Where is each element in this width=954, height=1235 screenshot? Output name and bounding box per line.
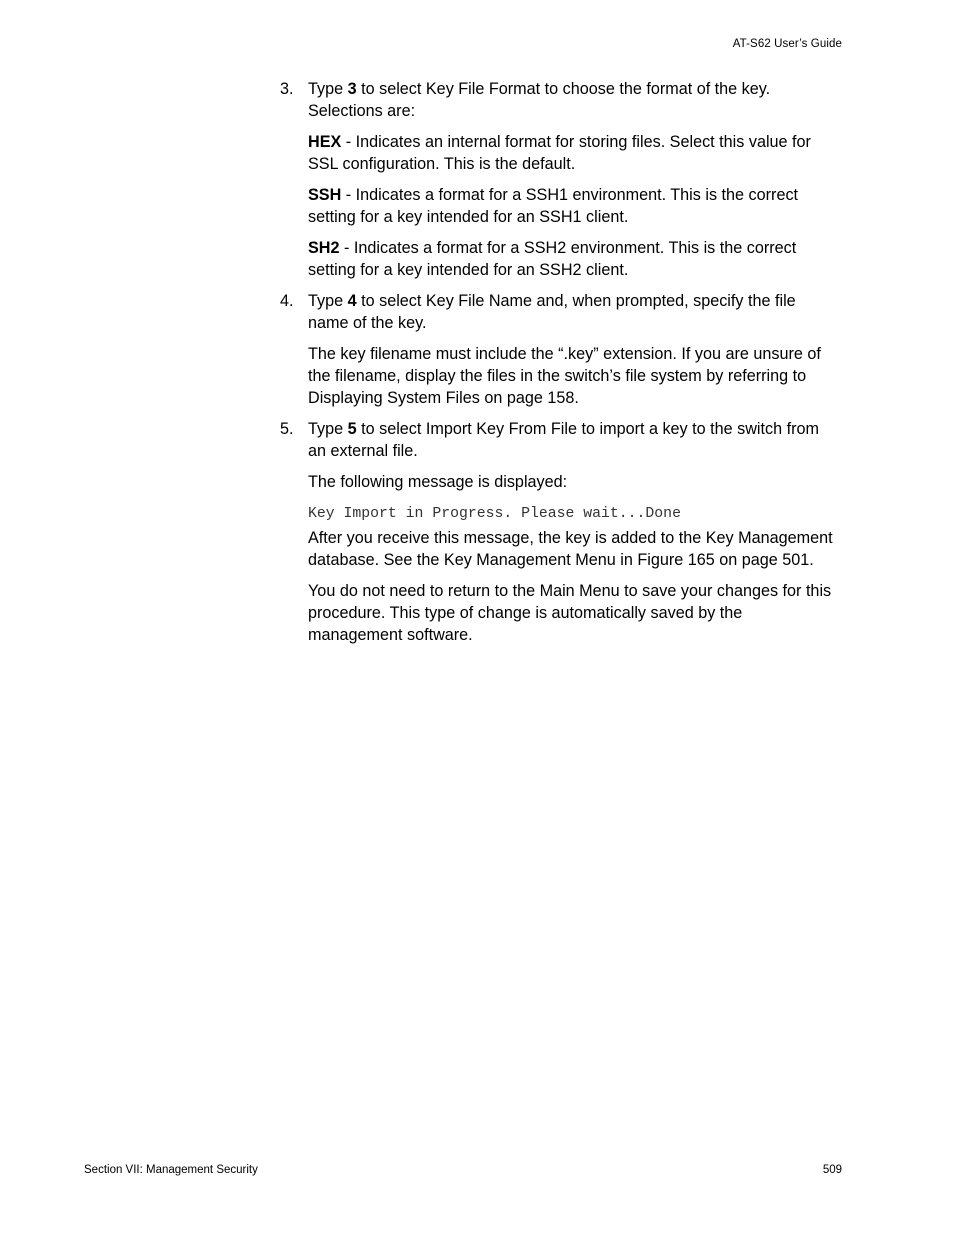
- option-term: HEX: [308, 133, 342, 151]
- option-hex: [280, 131, 840, 175]
- step-text-pre: Type: [308, 292, 348, 310]
- running-header: AT-S62 User’s Guide: [732, 38, 842, 50]
- step-3: [280, 78, 840, 122]
- option-desc: - Indicates a format for a SSH1 environment. This is the correct setting for a key intended for an SSH1 client.: [308, 186, 799, 226]
- step-4: [280, 290, 840, 334]
- step-5: [280, 418, 840, 462]
- step-text-pre: Type: [308, 420, 348, 438]
- console-message: Key Import in Progress. Please wait...Done: [308, 506, 681, 522]
- option-term: SSH: [308, 186, 342, 204]
- page-body: [280, 78, 840, 655]
- step-5-after-2: You do not need to return to the Main Menu to save your changes for this procedure. This type of change is automatically saved by the management software.: [308, 582, 832, 644]
- option-desc: - Indicates an internal format for storing files. Select this value for SSL configuration. This is the default.: [308, 133, 811, 173]
- footer-section: Section VII: Management Security: [84, 1164, 258, 1176]
- step-text-post: to select Import Key From File to import a key to the switch from an external file.: [308, 420, 819, 460]
- option-ssh: [280, 184, 840, 228]
- step-number: 4.: [280, 292, 294, 310]
- step-key: 3: [347, 80, 357, 98]
- step-key: 4: [347, 292, 357, 310]
- option-desc: - Indicates a format for a SSH2 environment. This is the correct setting for a key intended for an SSH2 client.: [308, 239, 797, 279]
- step-4-note: The key filename must include the “.key” extension. If you are unsure of the filename, display the files in the switch’s file system by referring to Displaying System Files on page 158.: [308, 345, 821, 407]
- page-number: 509: [822, 1164, 842, 1176]
- option-term: SH2: [308, 239, 340, 257]
- step-text-pre: Type: [308, 80, 348, 98]
- step-number: 3.: [280, 80, 294, 98]
- option-sh2: [280, 237, 840, 281]
- step-text-post: to select Key File Format to choose the format of the key. Selections are:: [308, 80, 771, 120]
- step-key: 5: [347, 420, 357, 438]
- step-5-note: The following message is displayed:: [308, 473, 568, 491]
- step-number: 5.: [280, 420, 294, 438]
- step-5-after-1: After you receive this message, the key is added to the Key Management database. See the Key Management Menu in Figure 165 on page 501.: [308, 529, 833, 569]
- step-text-post: to select Key File Name and, when prompted, specify the file name of the key.: [308, 292, 796, 332]
